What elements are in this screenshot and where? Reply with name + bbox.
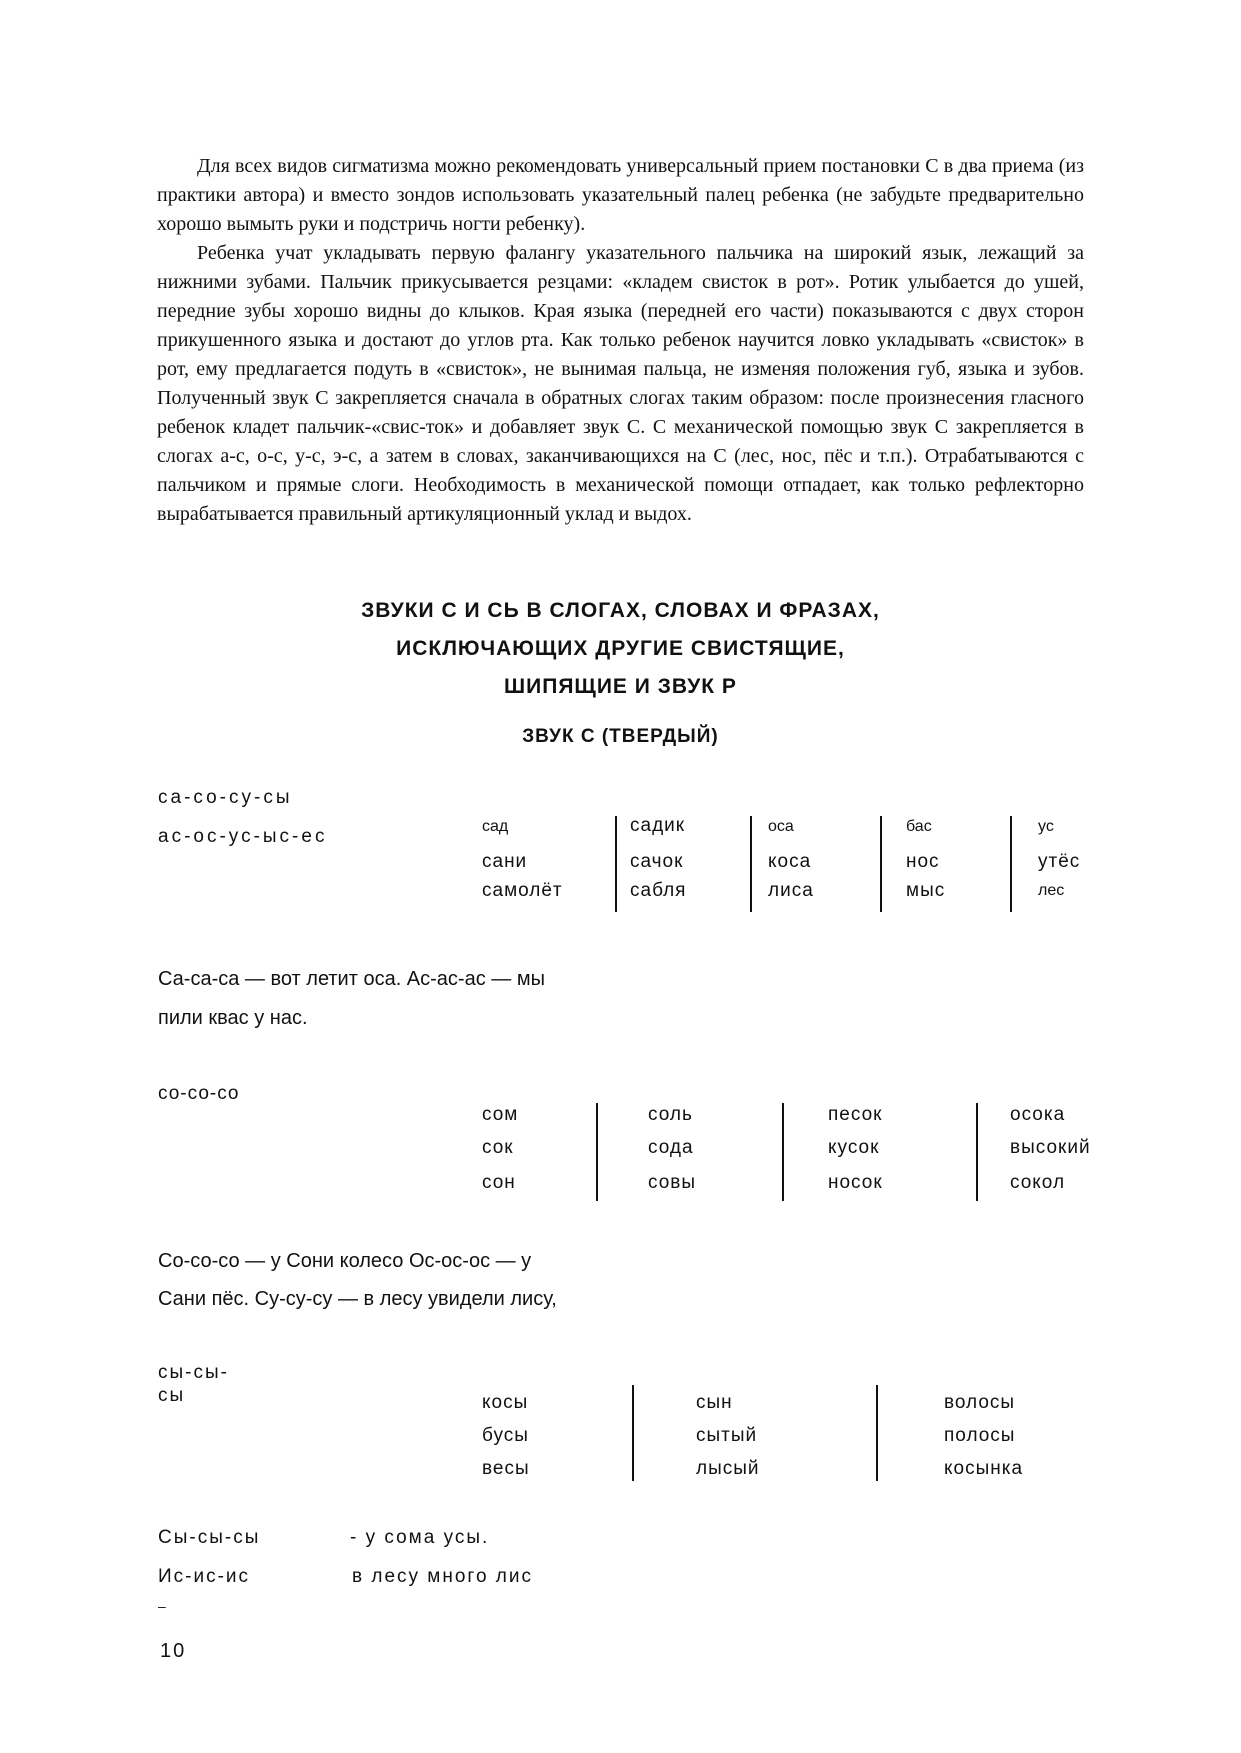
word: осока [1010, 1104, 1066, 1125]
title-line-3: ШИПЯЩИЕ И ЗВУК Р [504, 675, 737, 698]
syllables-as: ас-ос-ус-ыс-ес [158, 826, 328, 847]
phrase-part: в лесу много лис [352, 1566, 533, 1587]
word: сокол [1010, 1172, 1066, 1193]
word: сода [648, 1137, 694, 1158]
section-subtitle: ЗВУК С (ТВЕРДЫЙ) [522, 726, 719, 747]
word: кусок [828, 1137, 880, 1158]
method-paragraph: Ребенка учат укладывать первую фалангу указательного пальчика на широкий язык, лежащий за нижними зубами. Пальчик прикусывается резцами: «кладем свисток в рот». Ротик улыбается до ушей, передние зубы хорошо видны до клыков. Края языка (передней его части) показываются с двух сторон прикушенного языка и достают до углов рта. Как только ребенок научится ловко укладывать «свисток» в рот, ему предлагается подуть в «свисток», не вынимая пальца, не изменяя положения губ, языка и зубов. Полученный звук С закрепляется сначала в обратных слогах таким образом: после произнесения гласного ребенок кладет пальчик-«свис-ток» и добавляет звук С. С механической помощью звук С закрепляется в слогах а-с, о-с, у-с, э-с, а затем в словах, заканчивающихся на С (лес, нос, пёс и т.п.). Отрабатываются с пальчиком и прямые слоги. Необходимость в механической помощи отпадает, как только рефлекторно вырабатывается правильный артикуляционный уклад и выдох. [157, 242, 1084, 525]
column-divider [632, 1385, 634, 1481]
syllables-sy: сы-сы- [158, 1362, 229, 1383]
word: песок [828, 1104, 883, 1125]
word: сабля [630, 880, 687, 901]
word: полосы [944, 1425, 1016, 1446]
word: коса [768, 851, 812, 872]
word: самолёт [482, 880, 563, 901]
word: сок [482, 1137, 514, 1158]
word: оса [768, 818, 794, 835]
word: сын [696, 1392, 733, 1413]
syllables-so: со-со-со [158, 1083, 240, 1104]
word: весы [482, 1458, 530, 1479]
phrase-line: Со-со-со — у Сони колесо Ос-ос-ос — у [158, 1250, 532, 1272]
word: совы [648, 1172, 697, 1193]
intro-paragraph: Для всех видов сигматизма можно рекомендовать универсальный прием постановки С в два приема (из практики автора) и вместо зондов использовать указательный палец ребенка (не забудьте предварительно хорошо вымыть руки и подстричь ногти ребенку). [157, 155, 1084, 235]
page-number: 10 [160, 1640, 187, 1662]
phrase-part: Сы-сы-сы [158, 1527, 261, 1548]
title-line-2: ИСКЛЮЧАЮЩИХ ДРУГИЕ СВИСТЯЩИЕ, [396, 637, 845, 660]
phrase-line: Сани пёс. Су-су-су — в лесу увидели лису, [158, 1288, 557, 1310]
word: садик [630, 815, 686, 836]
word: носок [828, 1172, 883, 1193]
syllables-sa: са-со-су-сы [158, 787, 293, 808]
phrase-part: Ис-ис-ис [158, 1566, 251, 1587]
word: лес [1038, 882, 1065, 899]
column-divider [1010, 816, 1012, 912]
phrase-line: Са-са-са — вот летит оса. Ас-ас-ас — мы [158, 968, 545, 990]
word: сом [482, 1104, 519, 1125]
word: мыс [906, 880, 946, 901]
word: сачок [630, 851, 684, 872]
word: лысый [696, 1458, 760, 1479]
column-divider [750, 816, 752, 912]
word: сытый [696, 1425, 758, 1446]
word: косы [482, 1392, 529, 1413]
word: косынка [944, 1458, 1024, 1479]
word: волосы [944, 1392, 1016, 1413]
column-divider [880, 816, 882, 912]
word: сон [482, 1172, 516, 1193]
phrase-line: пили квас у нас. [158, 1007, 308, 1029]
column-divider [596, 1103, 598, 1201]
word: лиса [768, 880, 814, 901]
word: сад [482, 818, 509, 835]
trailing-dash: – [158, 1598, 169, 1614]
word: соль [648, 1104, 693, 1125]
column-divider [782, 1103, 784, 1201]
column-divider [976, 1103, 978, 1201]
word: сани [482, 851, 528, 872]
column-divider [615, 816, 617, 912]
column-divider [876, 1385, 878, 1481]
section-title [157, 592, 1084, 706]
word: бусы [482, 1425, 529, 1446]
word: нос [906, 851, 940, 872]
word: бас [906, 818, 932, 835]
word: ус [1038, 818, 1054, 835]
phrase-part: - у сома усы. [350, 1527, 490, 1548]
word: утёс [1038, 851, 1081, 872]
syllables-sy-2: сы [158, 1385, 186, 1406]
word: высокий [1010, 1137, 1091, 1158]
title-line-1: ЗВУКИ С И СЬ В СЛОГАХ, СЛОВАХ И ФРАЗАХ, [361, 599, 880, 622]
